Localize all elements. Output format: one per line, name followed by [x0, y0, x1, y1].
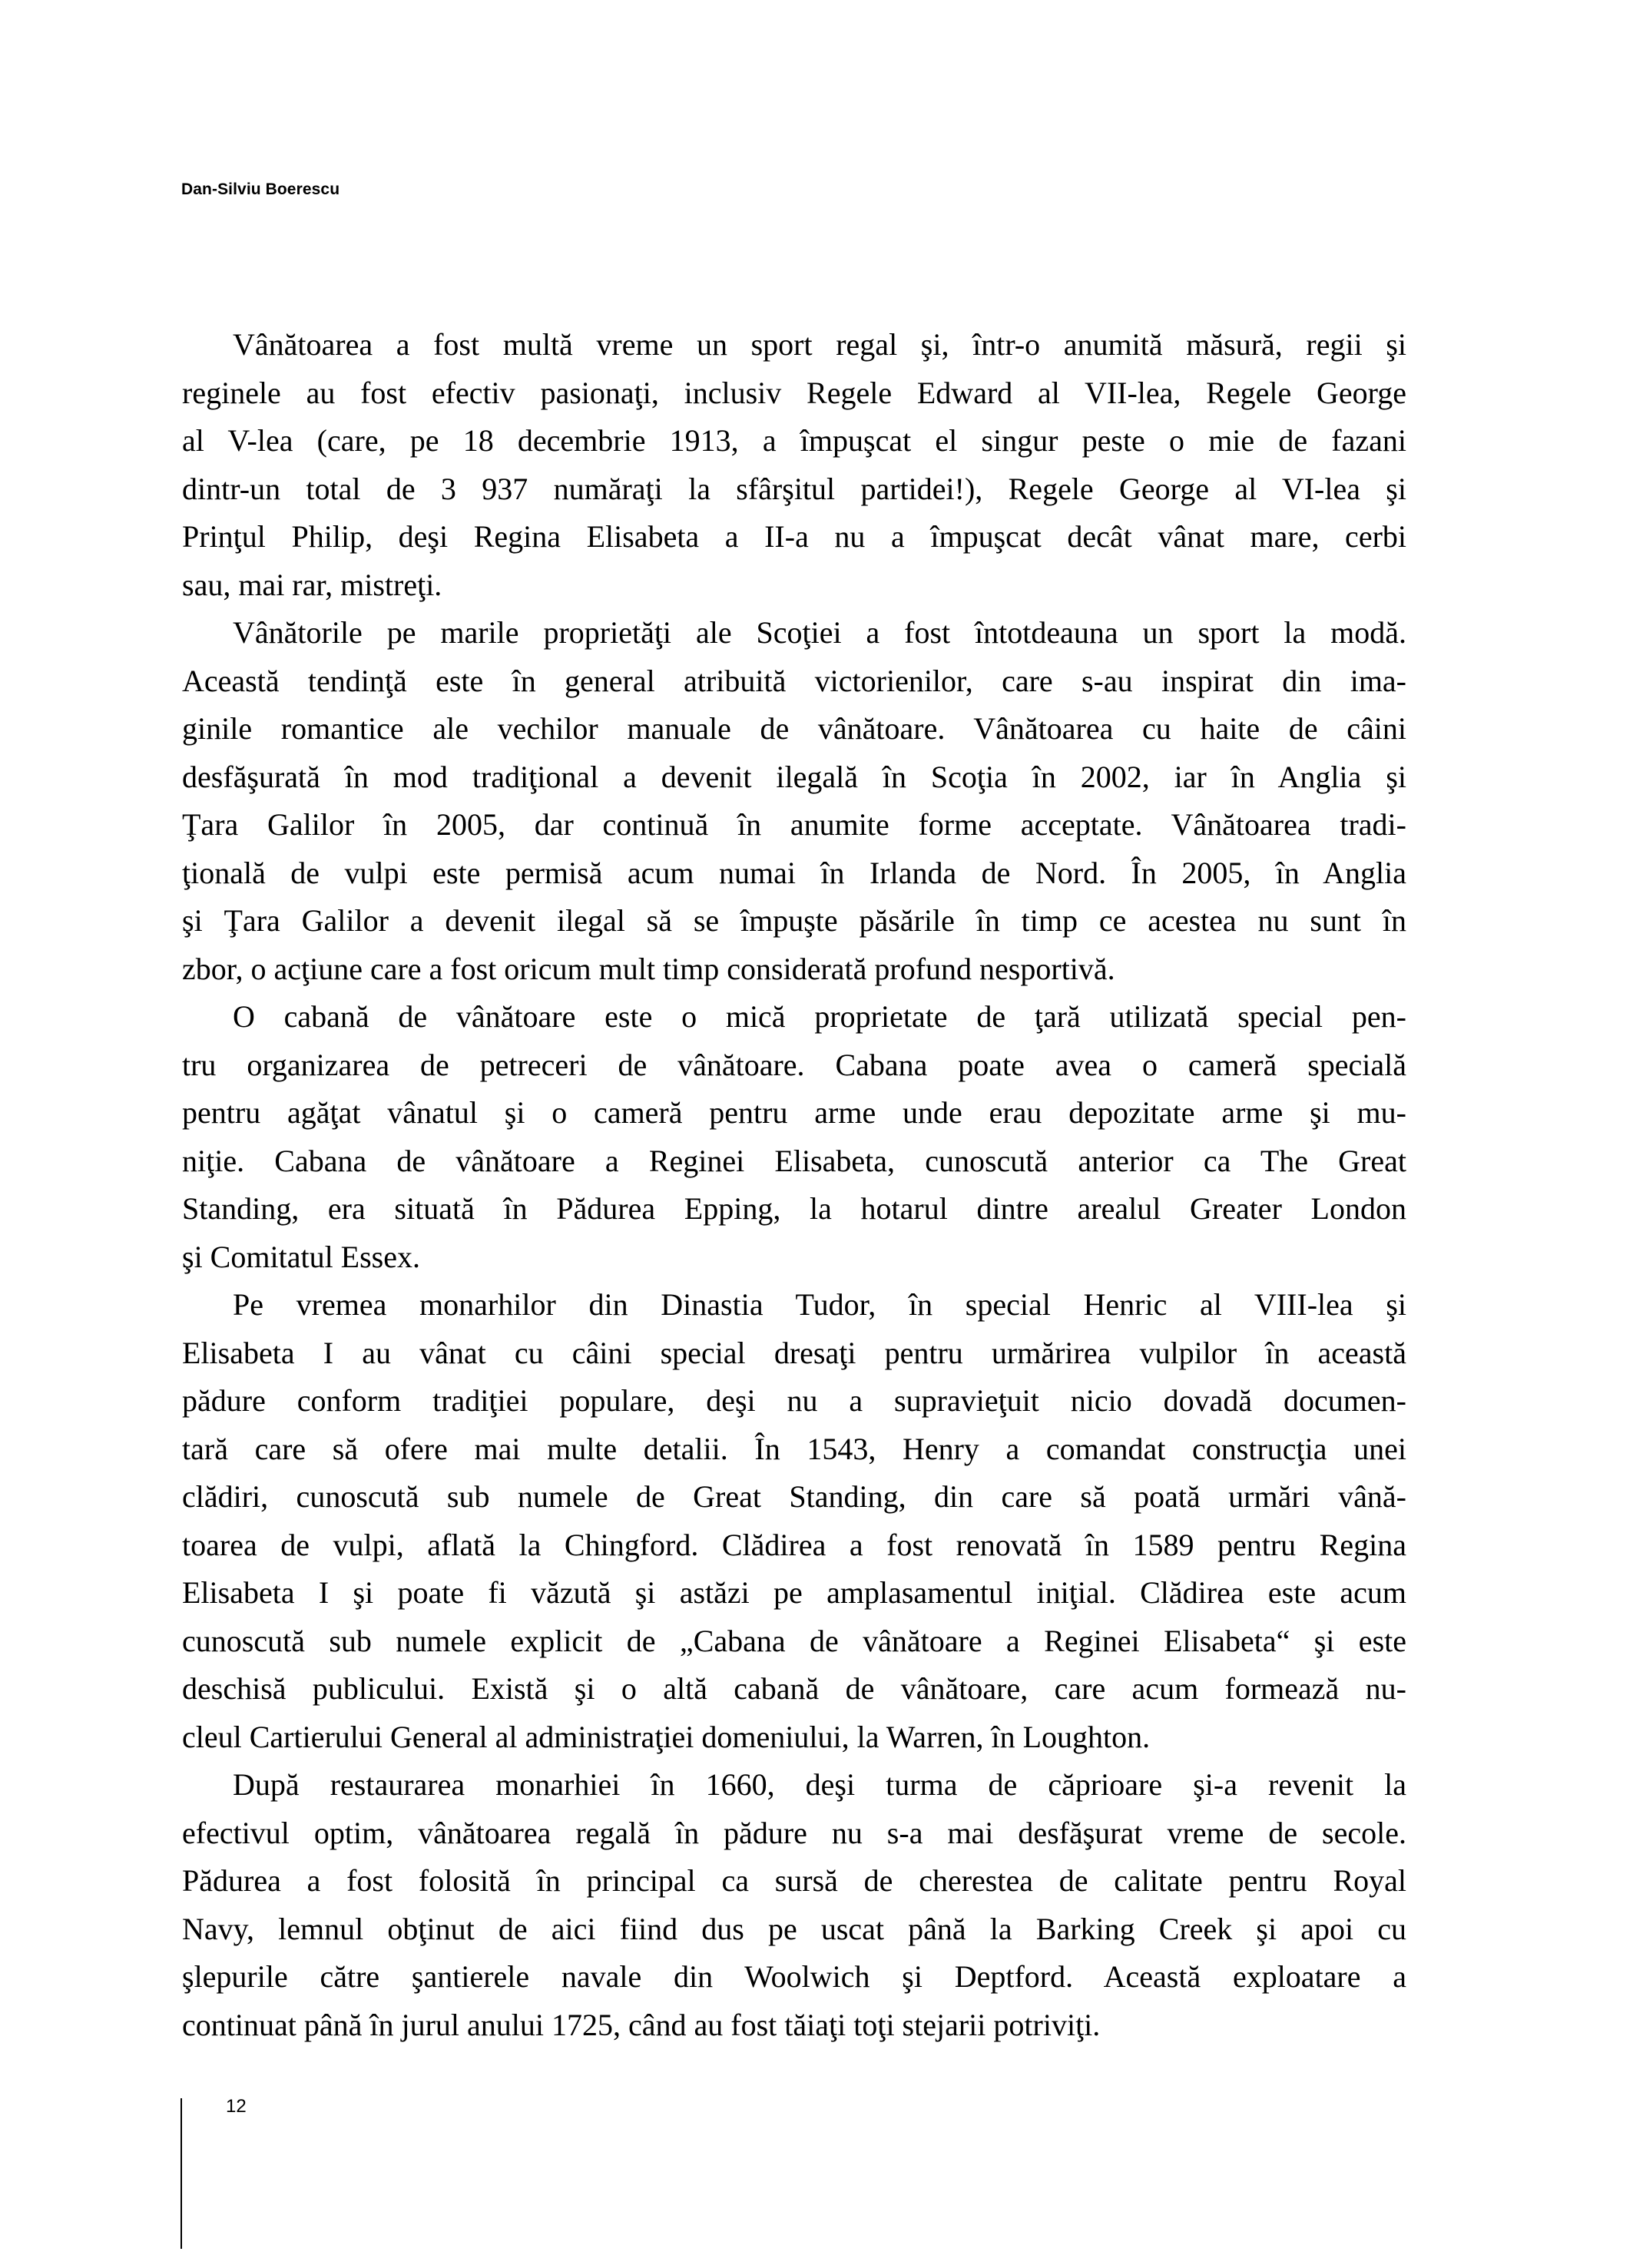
running-head-author: Dan-Silviu Boerescu [181, 180, 340, 198]
text-line: ginile romantice ale vechilor manuale de vânătoare. Vânătoarea cu haite de câini [182, 711, 1406, 746]
text-line: După restaurarea monarhiei în 1660, deşi turma de căprioare şi-a revenit la [233, 1767, 1406, 1802]
text-line: O cabană de vânătoare este o mică proprietate de ţară utilizată special pen- [233, 999, 1406, 1034]
paragraph-2 [182, 609, 1406, 993]
text-line: reginele au fost efectiv pasionaţi, inclusiv Regele Edward al VII-lea, Regele George [182, 375, 1406, 410]
page-number: 12 [226, 2096, 247, 2117]
text-line: cunoscută sub numele explicit de „Cabana de vânătoare a Reginei Elisabeta“ şi este [182, 1623, 1406, 1658]
text-line: al V-lea (care, pe 18 decembrie 1913, a împuşcat el singur peste o mie de fazani [182, 423, 1406, 458]
text-line: şi Ţara Galilor a devenit ilegal să se împuşte păsările în timp ce acestea nu sunt în [182, 903, 1406, 938]
body-text [182, 321, 1406, 2049]
text-line: Această tendinţă este în general atribuită victorienilor, care s-au inspirat din ima- [182, 663, 1406, 698]
text-line: tară care să ofere mai multe detalii. În 1543, Henry a comandat construcţia unei [182, 1431, 1406, 1466]
text-line: continuat până în jurul anului 1725, când au fost tăiaţi toţi stejarii potriviţi. [182, 2007, 1101, 2042]
paragraph-3 [182, 993, 1406, 1281]
text-line: Standing, era situată în Pădurea Epping, la hotarul dintre arealul Greater London [182, 1191, 1406, 1226]
text-line: tru organizarea de petreceri de vânătoare. Cabana poate avea o cameră specială [182, 1047, 1406, 1082]
paragraph-5 [182, 1761, 1406, 2049]
text-line: sau, mai rar, mistreţi. [182, 567, 442, 602]
text-line: ţională de vulpi este permisă acum numai în Irlanda de Nord. În 2005, în Anglia [182, 855, 1406, 890]
text-line: Vânătorile pe marile proprietăţi ale Scoţiei a fost întotdeauna un sport la modă. [233, 615, 1406, 650]
text-line: Elisabeta I şi poate fi văzută şi astăzi pe amplasamentul iniţial. Clădirea este acum [182, 1575, 1406, 1610]
footer-vertical-rule [181, 2098, 182, 2249]
text-line: pentru agăţat vânatul şi o cameră pentru arme unde erau depozitate arme şi mu- [182, 1095, 1406, 1130]
text-line: Vânătoarea a fost multă vreme un sport regal şi, într-o anumită măsură, regii şi [233, 327, 1406, 362]
text-line: deschisă publicului. Există şi o altă cabană de vânătoare, care acum formează nu- [182, 1671, 1406, 1706]
text-line: şlepurile către şantierele navale din Woolwich şi Deptford. Această exploatare a [182, 1959, 1406, 1994]
text-line: niţie. Cabana de vânătoare a Reginei Elisabeta, cunoscută anterior ca The Great [182, 1143, 1406, 1178]
text-line: Prinţul Philip, deşi Regina Elisabeta a II-a nu a împuşcat decât vânat mare, cerbi [182, 519, 1406, 554]
text-line: zbor, o acţiune care a fost oricum mult timp considerată profund nesportivă. [182, 951, 1115, 986]
text-line: Pe vremea monarhilor din Dinastia Tudor, în special Henric al VIII-lea şi [233, 1287, 1406, 1322]
text-line: Pădurea a fost folosită în principal ca sursă de cherestea de calitate pentru Royal [182, 1863, 1406, 1898]
text-line: Elisabeta I au vânat cu câini special dresaţi pentru urmărirea vulpilor în această [182, 1335, 1406, 1370]
text-line: Ţara Galilor în 2005, dar continuă în anumite forme acceptate. Vânătoarea tradi- [182, 807, 1406, 842]
text-line: desfăşurată în mod tradiţional a devenit ilegală în Scoţia în 2002, iar în Anglia şi [182, 759, 1406, 794]
text-line: clădiri, cunoscută sub numele de Great Standing, din care să poată urmări vână- [182, 1479, 1406, 1514]
text-line: dintr-un total de 3 937 număraţi la sfârşitul partidei!), Regele George al VI-lea şi [182, 471, 1406, 506]
text-line: Navy, lemnul obţinut de aici fiind dus pe uscat până la Barking Creek şi apoi cu [182, 1911, 1406, 1946]
text-line: efectivul optim, vânătoarea regală în pădure nu s-a mai desfăşurat vreme de secole. [182, 1815, 1406, 1850]
text-line: şi Comitatul Essex. [182, 1239, 420, 1274]
text-line: cleul Cartierului General al administraţiei domeniului, la Warren, în Loughton. [182, 1719, 1151, 1754]
text-line: pădure conform tradiţiei populare, deşi nu a supravieţuit nicio dovadă documen- [182, 1383, 1406, 1418]
text-line: toarea de vulpi, aflată la Chingford. Clădirea a fost renovată în 1589 pentru Regina [182, 1527, 1406, 1562]
paragraph-1 [182, 321, 1406, 609]
paragraph-4 [182, 1281, 1406, 1761]
